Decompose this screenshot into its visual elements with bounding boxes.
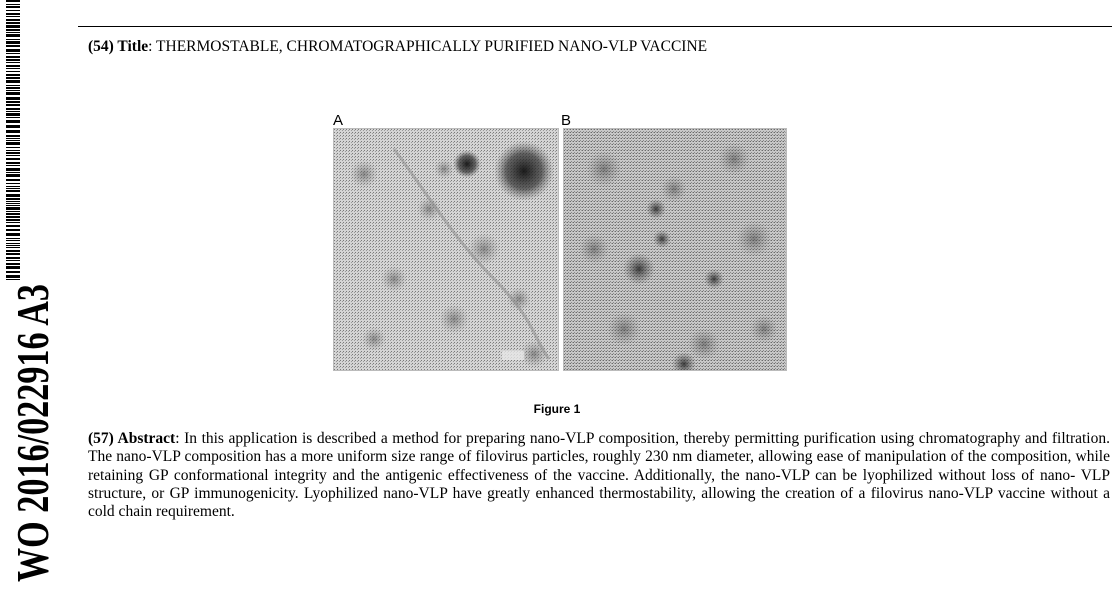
title-label: (54) Title [88, 38, 149, 55]
publication-number-text: WO 2016/022916 A3 [7, 282, 58, 582]
publication-number [0, 282, 68, 586]
title-text: THERMOSTABLE, CHROMATOGRAPHICALLY PURIFIED NANO-VLP VACCINE [156, 38, 708, 55]
barcode [6, 0, 20, 280]
panel-a-label: A [333, 112, 344, 129]
header-rule [78, 26, 1112, 27]
abstract-label: (57) Abstract [88, 430, 176, 447]
abstract-separator: : [175, 430, 185, 447]
micrograph-panel-a [333, 128, 559, 371]
figure-caption: Figure 1 [533, 402, 581, 416]
abstract-paragraph [88, 430, 1110, 521]
abstract-text: In this application is described a method for preparing nano-VLP composition, thereby permitting purification using chromatography and filtration. The nano-VLP composition has a more uniform size range of filovirus particles, roughly 230 nm diameter, allowing ease of manipulation of the composition, while retaining GP conformational integrity and the antigenic effectiveness of the vaccine. Additionally, the nano-VLP can be lyophilized without loss of nano- VLP structure, or GP immunogenicity. Lyophilized nano-VLP have greatly enhanced thermostability, allowing the creation of a filovirus nano-VLP vaccine without a cold chain requirement. [88, 430, 1110, 521]
micrograph-panel-b [563, 128, 787, 371]
panel-b-label: B [561, 112, 572, 129]
title-line [88, 38, 707, 56]
title-separator: : [148, 38, 157, 55]
